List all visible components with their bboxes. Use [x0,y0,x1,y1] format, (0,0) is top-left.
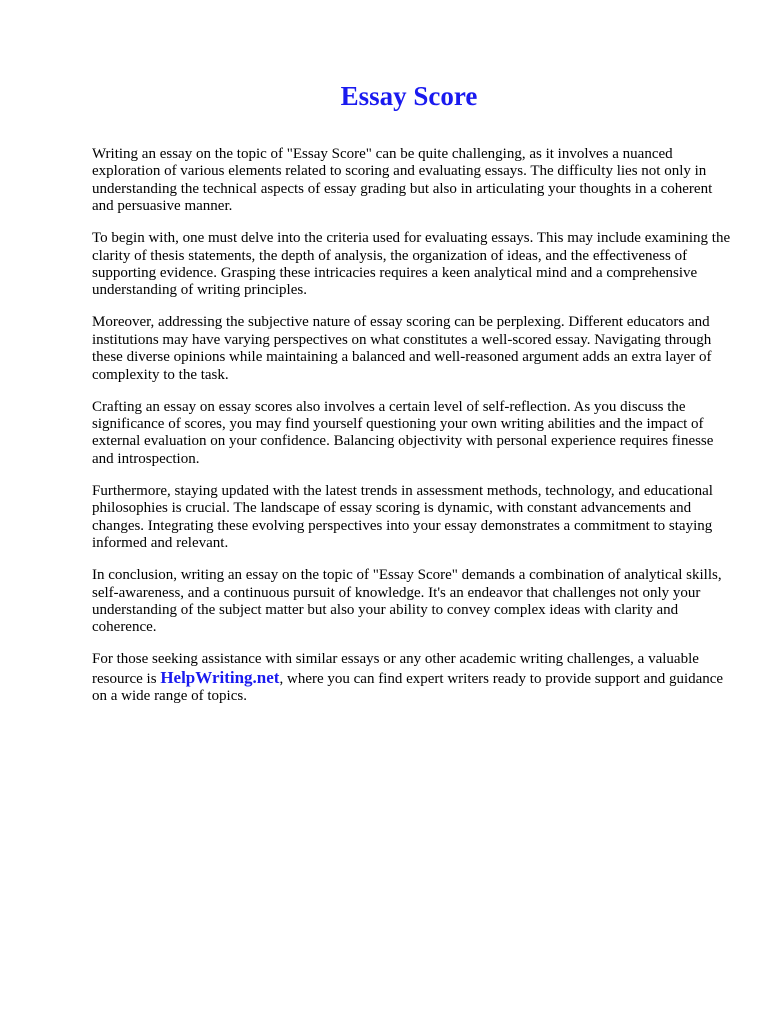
final-text-after-link: , where you can find expert writers ready to provide support and guidance on a wide range of topics. [92,670,724,705]
paragraph-3: Moreover, addressing the subjective nature of essay scoring can be perplexing. Different educators and institutions may have varying perspectives on what constitutes a well-scored essay. Navigating through these diverse opinions while maintaining a balanced and well-reasoned argument adds an extra layer of complexity to the task. [92,314,712,383]
paragraph-2: To begin with, one must delve into the criteria used for evaluating essays. This may include examining the clarity of thesis statements, the depth of analysis, the organization of ideas, and the effectiveness of supporting evidence. Grasping these intricacies requires a keen analytical mind and a comprehensive understanding of writing principles. [92,230,731,299]
paragraph-final [92,651,732,705]
paragraph-1: Writing an essay on the topic of "Essay Score" can be quite challenging, as it involves a nuanced exploration of various elements related to scoring and evaluating essays. The difficulty lies not only in understanding the technical aspects of essay grading but also in articulating your thoughts in a coherent and persuasive manner. [92,146,713,215]
paragraph-5: Furthermore, staying updated with the latest trends in assessment methods, technology, and educational philosophies is crucial. The landscape of essay scoring is dynamic, with constant advancements and changes. Integrating these evolving perspectives into your essay demonstrates a commitment to staying informed and relevant. [92,482,713,552]
helpwriting-link[interactable]: HelpWriting.net [160,667,280,687]
essay-body [92,146,732,720]
page-title: Essay Score [340,81,478,111]
paragraph-4: Crafting an essay on essay scores also involves a certain level of self-reflection. As you discuss the significance of scores, you may find yourself questioning your own writing abilities and the impact of external evaluation on your confidence. Balancing objectivity with personal experience requires finesse and introspection. [92,398,714,467]
final-text-before-link: For those seeking assistance with similar essays or any other academic writing challenges, a valuable resource is [92,651,699,687]
paragraph-6: In conclusion, writing an essay on the topic of "Essay Score" demands a combination of analytical skills, self-awareness, and a continuous pursuit of knowledge. It's an endeavor that challenges not only your understanding of the subject matter but also your ability to convey complex ideas with clarity and coherence. [92,567,722,636]
